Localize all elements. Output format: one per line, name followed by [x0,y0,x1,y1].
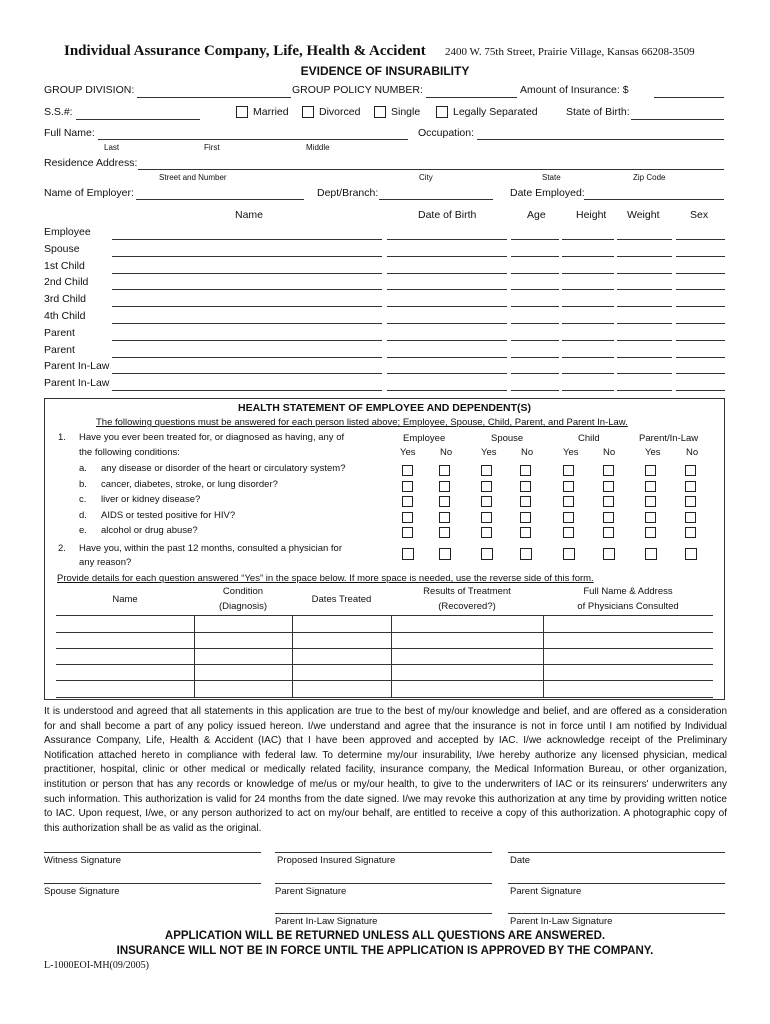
answer-checkbox[interactable] [563,512,574,523]
insured-signature-line[interactable] [275,852,492,853]
group-child: Child [578,433,600,444]
row-label: Parent [44,326,75,339]
cell-height[interactable] [562,390,614,391]
cell-age[interactable] [511,373,559,374]
ss-field[interactable] [76,119,200,120]
detail-header-phys1: Full Name & Address [583,586,673,597]
sub-text: any disease or disorder of the heart or circulatory system? [101,463,346,474]
cell-age[interactable] [511,289,559,290]
state-sublabel: State [542,173,561,182]
footer-warning-2: INSURANCE WILL NOT BE IN FORCE UNTIL THE APPLICATION IS APPROVED BY THE COMPANY. [116,945,654,957]
employer-field[interactable] [136,199,304,200]
detail-row-line [56,632,713,633]
cell-height[interactable] [562,273,614,274]
answer-checkbox[interactable] [685,465,696,476]
cell-name[interactable] [112,340,382,341]
sub-text: alcohol or drug abuse? [101,525,198,537]
cell-age[interactable] [511,273,559,274]
details-instruction: Provide details for each question answered “Yes” in the space below. If more space is needed, use the reverse side of this form. [57,573,594,584]
cell-name[interactable] [112,306,382,307]
full-name-label: Full Name: [44,127,95,139]
answer-checkbox[interactable] [402,465,413,476]
cell-height[interactable] [562,357,614,358]
detail-row-line [56,697,713,698]
row-label: 3rd Child [44,293,87,306]
detail-row-line [56,680,713,681]
answer-checkbox[interactable] [645,527,656,538]
company-name: Individual Assurance Company, Life, Health & Accident [64,43,426,59]
group-policy-label: GROUP POLICY NUMBER: [292,84,423,96]
cell-weight[interactable] [617,357,672,358]
sub-letter: d. [79,509,87,521]
parent1-signature-line[interactable] [275,883,492,884]
q2-checkbox[interactable] [520,548,532,560]
dept-field[interactable] [379,199,493,200]
answer-checkbox[interactable] [439,496,450,507]
sub-letter: c. [79,494,87,506]
amount-field[interactable] [654,97,724,98]
cell-age[interactable] [511,323,559,324]
single-checkbox[interactable] [374,106,386,118]
answer-checkbox[interactable] [645,512,656,523]
employer-label: Name of Employer: [44,187,134,199]
answer-checkbox[interactable] [439,512,450,523]
col-header-name: Name [235,209,264,221]
detail-col-line [391,615,392,697]
answer-checkbox[interactable] [645,481,656,492]
yes-header: Yes [400,447,416,458]
state-birth-field[interactable] [631,119,724,120]
zip-sublabel: Zip Code [633,173,666,182]
row-label: Spouse [44,242,80,255]
single-label: Single [391,106,421,118]
cell-sex[interactable] [676,390,725,391]
sub-text: AIDS or tested positive for HIV? [101,509,236,521]
cell-name[interactable] [112,357,382,358]
detail-row-line [56,615,713,616]
row-label: 1st Child [44,259,85,272]
sub-letter: e. [79,525,87,537]
cell-dob[interactable] [387,289,507,290]
answer-checkbox[interactable] [520,512,531,523]
answer-checkbox[interactable] [481,465,492,476]
first-sublabel: First [204,143,220,152]
form-code: L-1000EOI-MH(09/2005) [44,960,149,971]
detail-col-line [292,615,293,697]
yes-header: Yes [645,447,661,458]
answer-checkbox[interactable] [563,527,574,538]
q2-checkbox[interactable] [563,548,575,560]
cell-age[interactable] [511,357,559,358]
witness-signature-line[interactable] [44,852,261,853]
detail-header-res2: (Recovered?) [438,601,496,612]
detail-col-line [194,615,195,697]
cell-weight[interactable] [617,340,672,341]
separated-checkbox[interactable] [436,106,448,118]
detail-row-line [56,648,713,649]
cell-dob[interactable] [387,357,507,358]
insured-signature-label: Proposed Insured Signature [277,855,396,866]
cell-weight[interactable] [617,273,672,274]
cell-sex[interactable] [676,306,725,307]
answer-checkbox[interactable] [402,481,413,492]
group-parent-inlaw: Parent/In-Law [639,433,699,444]
group-spouse: Spouse [491,433,524,444]
answer-checkbox[interactable] [481,527,492,538]
cell-weight[interactable] [617,289,672,290]
q1-number: 1. [58,432,66,443]
answer-checkbox[interactable] [402,527,413,538]
cell-name[interactable] [112,323,382,324]
cell-name[interactable] [112,373,382,374]
residence-label: Residence Address: [44,157,138,169]
cell-height[interactable] [562,306,614,307]
cell-age[interactable] [511,239,559,240]
divorced-checkbox[interactable] [302,106,314,118]
q2-number: 2. [58,543,66,554]
ss-label: S.S.#: [44,106,73,118]
cell-weight[interactable] [617,390,672,391]
answer-checkbox[interactable] [439,481,450,492]
detail-header-dates: Dates Treated [311,594,372,605]
q1-text-line2: the following conditions: [79,447,180,458]
col-header-height: Height [576,209,607,221]
group-division-field[interactable] [137,97,291,98]
cell-sex[interactable] [676,323,725,324]
answer-checkbox[interactable] [685,481,696,492]
separated-label: Legally Separated [453,106,538,118]
date-employed-label: Date Employed: [510,187,585,199]
spouse-signature-label: Spouse Signature [44,886,120,897]
cell-dob[interactable] [387,323,507,324]
residence-field[interactable] [138,169,724,170]
married-label: Married [253,106,289,118]
detail-header-cond1: Condition [222,586,264,597]
city-sublabel: City [419,173,433,182]
married-checkbox[interactable] [236,106,248,118]
spouse-signature-line[interactable] [44,883,261,884]
cell-sex[interactable] [676,256,725,257]
detail-header-res1: Results of Treatment [423,586,511,597]
col-header-age: Age [527,209,546,221]
date-signature-line[interactable] [508,852,725,853]
sub-letter: a. [79,463,87,474]
detail-header-phys2: of Physicians Consulted [577,601,679,612]
cell-name[interactable] [112,390,382,391]
cell-dob[interactable] [387,306,507,307]
detail-header-name: Name [112,594,138,605]
q2-text-line1: Have you, within the past 12 months, consulted a physician for [79,543,342,554]
no-header: No [440,447,453,458]
answer-checkbox[interactable] [603,512,614,523]
state-birth-label: State of Birth: [566,106,630,118]
cell-sex[interactable] [676,273,725,274]
col-header-weight: Weight [627,209,660,221]
cell-sex[interactable] [676,289,725,290]
cell-name[interactable] [112,273,382,274]
answer-checkbox[interactable] [402,512,413,523]
cell-dob[interactable] [387,256,507,257]
q2-checkbox[interactable] [402,548,414,560]
answer-checkbox[interactable] [520,481,531,492]
sub-text: liver or kidney disease? [101,494,201,506]
cell-height[interactable] [562,239,614,240]
answer-checkbox[interactable] [481,481,492,492]
inlaw1-signature-label: Parent In-Law Signature [275,916,378,927]
q2-checkbox[interactable] [439,548,451,560]
no-header: No [521,447,534,458]
cell-weight[interactable] [617,256,672,257]
cell-name[interactable] [112,256,382,257]
cell-height[interactable] [562,256,614,257]
cell-height[interactable] [562,323,614,324]
occupation-field[interactable] [477,139,724,140]
cell-age[interactable] [511,306,559,307]
answer-checkbox[interactable] [563,496,574,507]
dept-label: Dept/Branch: [317,187,379,199]
inlaw2-signature-label: Parent In-Law Signature [510,916,613,927]
row-label: Employee [44,226,91,238]
answer-checkbox[interactable] [685,496,696,507]
authorization-text: It is understood and agreed that all statements in this application are true to the best of my/our knowledge and belief, and are offered as a consideration for and shall become a part of any policy issued hereon. I/we understand and agree that the insurance is not in force until I am notified by Individual Assurance Company, Life, Health & Accident (IAC) that I have been approved and accepted by IAC. I/we acknowledge receipt of the Preliminary Notification attached hereto in compliance with federal law. To determine my/our insurability, I/we hereby authorize any licensed physician, medical practitioner, hospital, clinic or other medical or medically related facility, insurance company, the Medical Information Bureau, or other organization, institution or person that has any records or knowledge of me/us or my/our health, to give to the underwriters of IAC or its reinsurers' underwriters any such information. This authorization is valid for 24 months from the date signed. I/we may revoke this authorization at any time by providing written notice to IAC. Upon request, I/we, or any person authorized to act on my/our behalf, are entitled to receive a copy of this authorization. A photographic copy of this authorization shall be as valid as the original. [44,706,727,834]
cell-dob[interactable] [387,273,507,274]
parent2-signature-label: Parent Signature [510,886,582,897]
inlaw1-signature-line[interactable] [275,913,492,914]
group-employee: Employee [403,433,446,444]
answer-checkbox[interactable] [439,527,450,538]
cell-dob[interactable] [387,239,507,240]
cell-age[interactable] [511,390,559,391]
group-division-label: GROUP DIVISION: [44,84,135,96]
answer-checkbox[interactable] [645,496,656,507]
cell-sex[interactable] [676,239,725,240]
answer-checkbox[interactable] [603,465,614,476]
q2-checkbox[interactable] [645,548,657,560]
cell-weight[interactable] [617,373,672,374]
witness-signature-label: Witness Signature [44,855,122,866]
answer-checkbox[interactable] [481,512,492,523]
street-sublabel: Street and Number [159,173,227,182]
full-name-field[interactable] [98,139,408,140]
cell-name[interactable] [112,289,382,290]
footer-warning-1: APPLICATION WILL BE RETURNED UNLESS ALL QUESTIONS ARE ANSWERED. [164,930,606,942]
inlaw2-signature-line[interactable] [508,913,725,914]
no-header: No [686,447,699,458]
yes-header: Yes [481,447,497,458]
q2-text-line2: any reason? [79,557,132,568]
q1-text-line1: Have you ever been treated for, or diagnosed as having, any of [79,432,345,443]
health-intro: The following questions must be answered for each person listed above; Employee, Spouse, Child, Parent, and Parent In-Law. [96,417,628,428]
detail-col-line [543,615,544,697]
health-title: HEALTH STATEMENT OF EMPLOYEE AND DEPENDENT(S) [237,402,532,414]
answer-checkbox[interactable] [402,496,413,507]
answer-checkbox[interactable] [439,465,450,476]
answer-checkbox[interactable] [645,465,656,476]
cell-weight[interactable] [617,323,672,324]
row-label: 4th Child [44,310,86,322]
answer-checkbox[interactable] [481,496,492,507]
answer-checkbox[interactable] [603,481,614,492]
answer-checkbox[interactable] [603,527,614,538]
answer-checkbox[interactable] [520,465,531,476]
cell-weight[interactable] [617,239,672,240]
cell-dob[interactable] [387,340,507,341]
q2-checkbox[interactable] [481,548,493,560]
answer-checkbox[interactable] [520,496,531,507]
row-label: 2nd Child [44,276,89,289]
detail-header-cond2: (Diagnosis) [218,601,268,612]
yes-header: Yes [563,447,579,458]
row-label: Parent [44,343,75,356]
group-policy-field[interactable] [426,97,517,98]
middle-sublabel: Middle [306,143,330,152]
answer-checkbox[interactable] [603,496,614,507]
parent2-signature-line[interactable] [508,883,725,884]
cell-age[interactable] [511,256,559,257]
answer-checkbox[interactable] [685,527,696,538]
amount-label: Amount of Insurance: $ [520,84,629,96]
q2-checkbox[interactable] [603,548,615,560]
col-header-dob: Date of Birth [418,209,477,221]
occupation-label: Occupation: [418,127,475,139]
answer-checkbox[interactable] [520,527,531,538]
cell-sex[interactable] [676,357,725,358]
answer-checkbox[interactable] [563,481,574,492]
row-label: Parent In-Law [44,377,110,390]
cell-height[interactable] [562,373,614,374]
cell-height[interactable] [562,289,614,290]
cell-dob[interactable] [387,390,507,391]
date-employed-field[interactable] [584,199,724,200]
last-sublabel: Last [104,143,120,152]
answer-checkbox[interactable] [563,465,574,476]
divorced-label: Divorced [319,106,361,118]
answer-checkbox[interactable] [685,512,696,523]
form-title: EVIDENCE OF INSURABILITY [300,64,470,78]
sub-letter: b. [79,478,87,490]
col-header-sex: Sex [690,209,709,221]
cell-name[interactable] [112,239,382,240]
cell-sex[interactable] [676,373,725,374]
parent1-signature-label: Parent Signature [275,886,347,897]
no-header: No [603,447,616,458]
row-label: Parent In-Law [44,360,110,373]
detail-row-line [56,664,713,665]
q2-checkbox[interactable] [685,548,697,560]
cell-weight[interactable] [617,306,672,307]
company-address: 2400 W. 75th Street, Prairie Village, Kansas 66208-3509 [445,46,695,58]
cell-dob[interactable] [387,373,507,374]
sub-text: cancer, diabetes, stroke, or lung disorder? [101,478,278,490]
cell-sex[interactable] [676,340,725,341]
cell-age[interactable] [511,340,559,341]
cell-height[interactable] [562,340,614,341]
date-signature-label: Date [510,855,531,866]
